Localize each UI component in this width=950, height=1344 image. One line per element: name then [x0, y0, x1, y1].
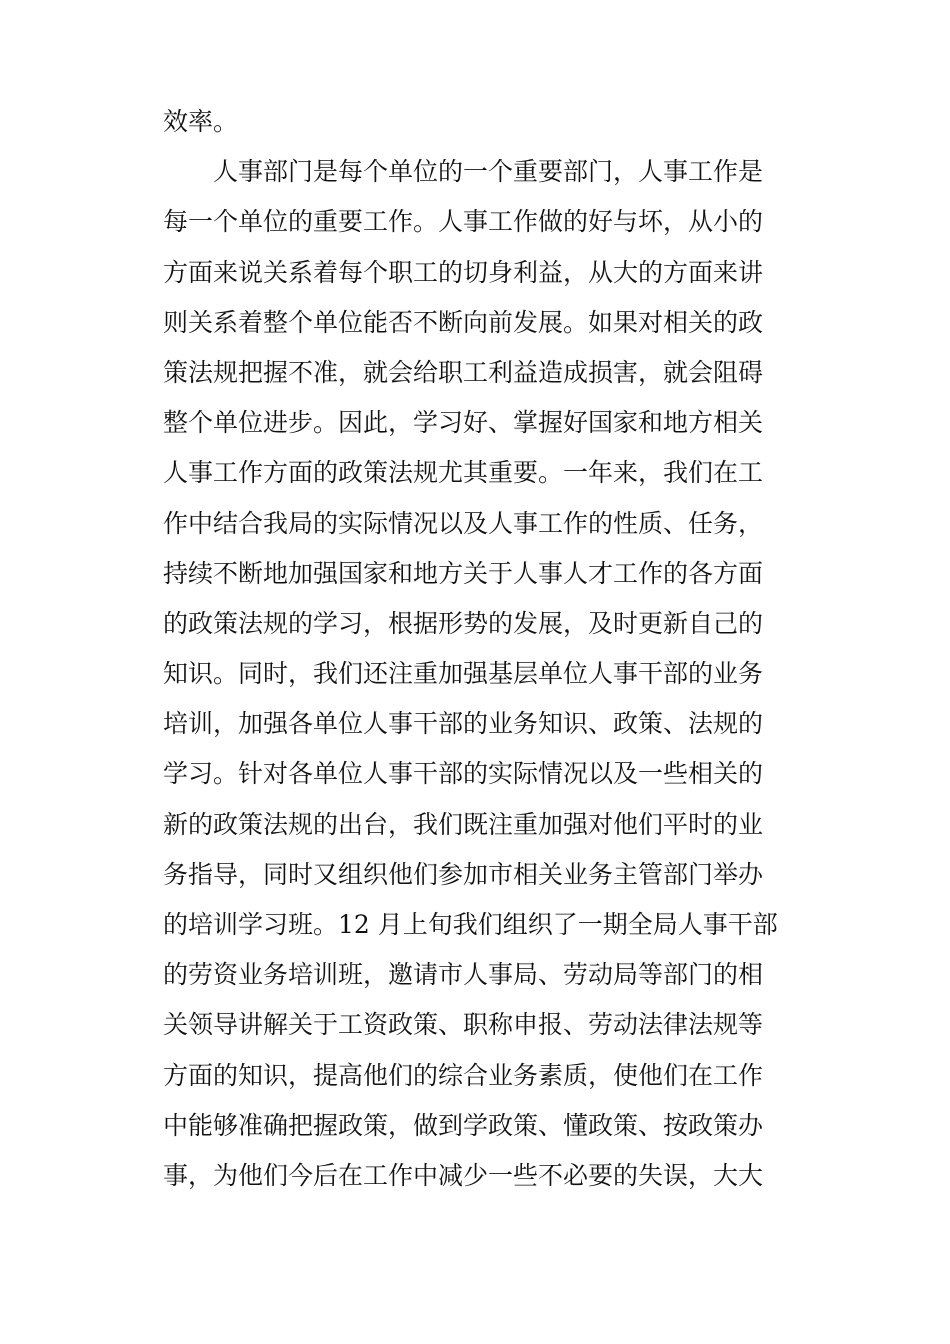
text-line: 效率。: [163, 107, 239, 136]
text-line: 知识。同时，我们还注重加强基层单位人事干部的业务: [163, 659, 764, 689]
text-line: 人事工作方面的政策法规尤其重要。一年来，我们在工: [163, 458, 764, 488]
text-line: 持续不断地加强国家和地方关于人事人才工作的各方面: [163, 558, 764, 588]
text-line: 每一个单位的重要工作。人事工作做的好与坏，从小的: [163, 207, 764, 237]
text-line: 务指导，同时又组织他们参加市相关业务主管部门举办: [163, 859, 764, 889]
paragraph-start-line: 人事部门是每个单位的一个重要部门，人事工作是: [213, 157, 764, 187]
text-line: 的政策法规的学习，根据形势的发展，及时更新自己的: [163, 608, 764, 638]
text-line: 策法规把握不准，就会给职工利益造成损害，就会阻碍: [163, 357, 764, 387]
text-line: 方面的知识，提高他们的综合业务素质，使他们在工作: [163, 1060, 764, 1090]
text-line: 关领导讲解关于工资政策、职称申报、劳动法律法规等: [163, 1010, 764, 1040]
text-line: 事，为他们今后在工作中减少一些不必要的失误，大大: [163, 1160, 764, 1190]
text-line: 培训，加强各单位人事干部的业务知识、政策、法规的: [163, 709, 764, 739]
body-text: [163, 97, 803, 1201]
text-line: 整个单位进步。因此，学习好、掌握好国家和地方相关: [163, 408, 764, 438]
text-line: 的劳资业务培训班，邀请市人事局、劳动局等部门的相: [163, 960, 764, 990]
text-line: 中能够准确把握政策，做到学政策、懂政策、按政策办: [163, 1110, 764, 1140]
text-line: 学习。针对各单位人事干部的实际情况以及一些相关的: [163, 759, 764, 789]
text-line: 则关系着整个单位能否不断向前发展。如果对相关的政: [163, 307, 764, 337]
text-line: 的培训学习班。12 月上旬我们组织了一期全局人事干部: [163, 910, 778, 939]
text-line: 新的政策法规的出台，我们既注重加强对他们平时的业: [163, 809, 764, 839]
text-line: 作中结合我局的实际情况以及人事工作的性质、任务，: [163, 508, 764, 538]
text-line: 方面来说关系着每个职工的切身利益，从大的方面来讲: [163, 257, 764, 287]
